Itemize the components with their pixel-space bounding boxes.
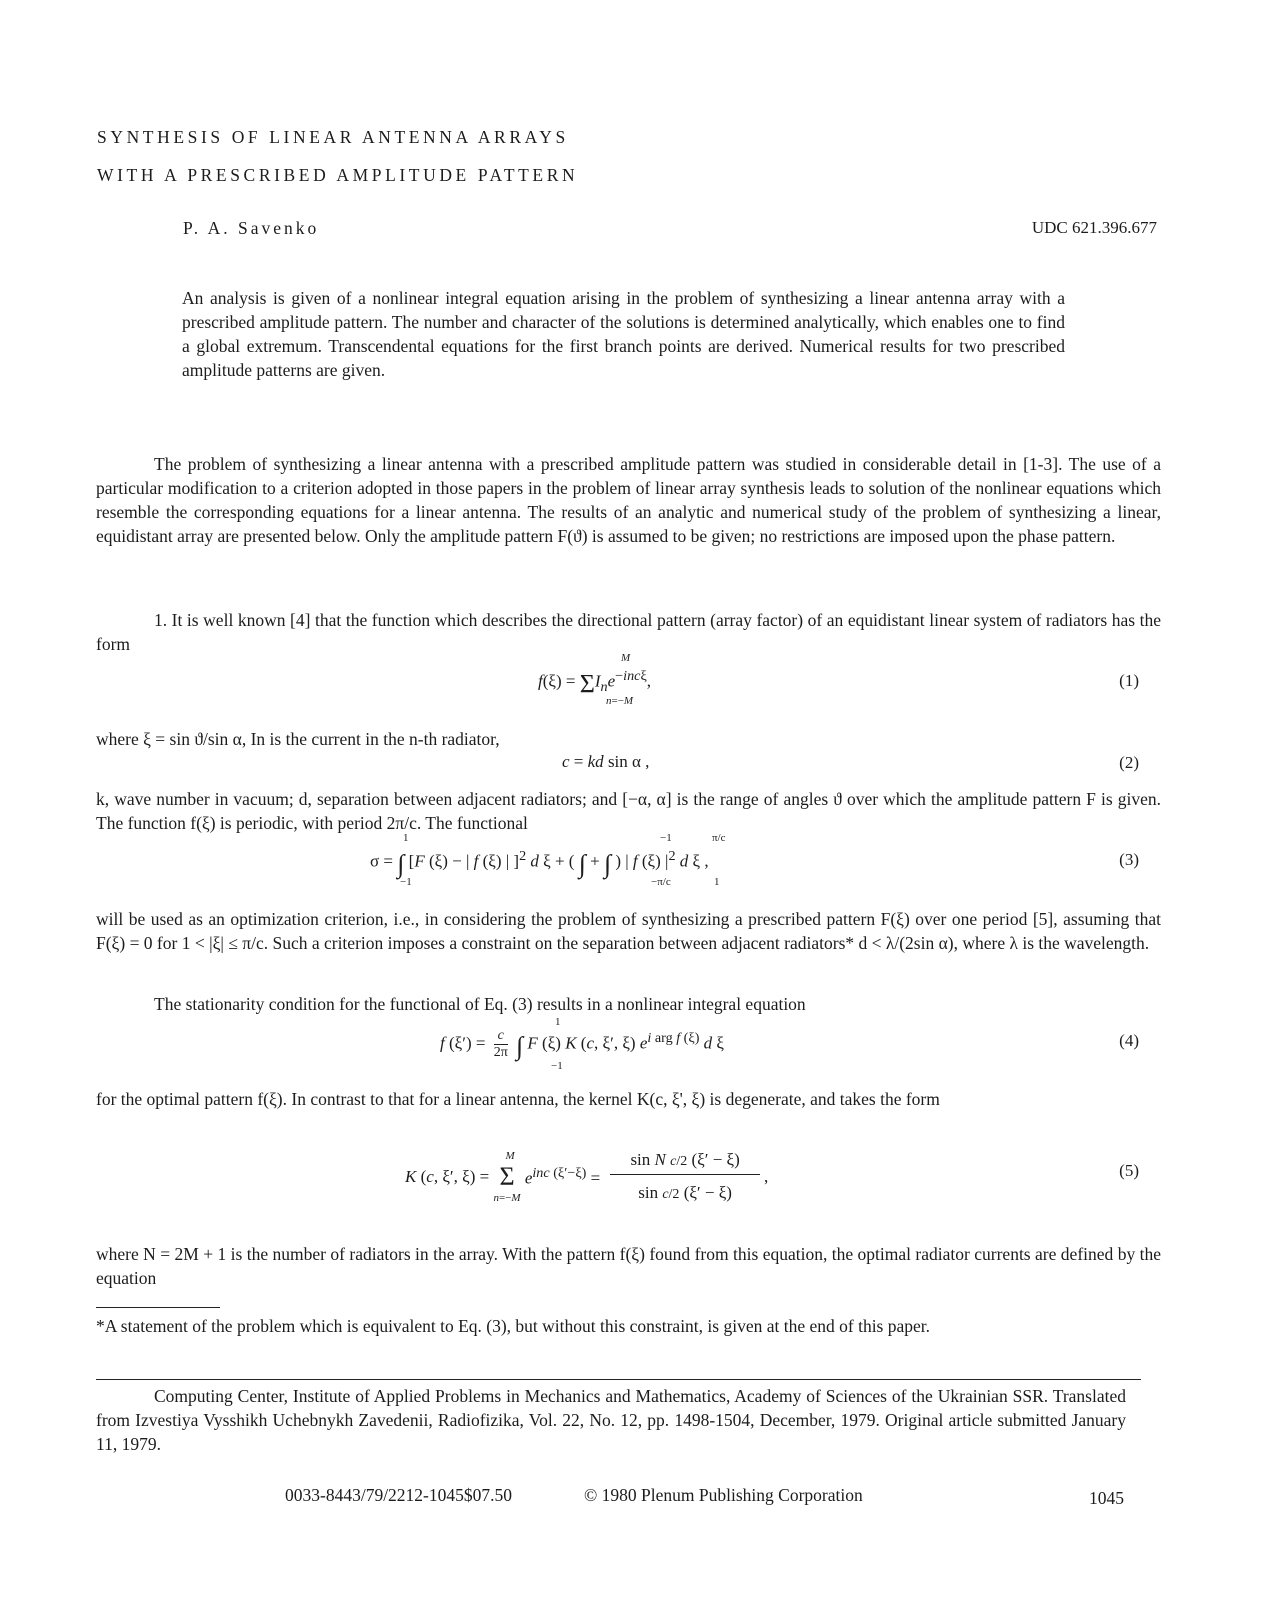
equation-1: $f(\xi) = \Sigma I_ne^{-inc\xi}$, M n=−M xyxy=(538,652,652,707)
equation-3: σ = ∫ [F (ξ) − | f (ξ) | ]$^2$ d ξ + ( ∫ + ∫ ) | f (ξ) $|^2$ d ξ , 1 −1 −1 −π/c π/c 1 xyxy=(370,832,726,888)
paragraph-criterion: will be used as an optimization criterion, i.e., in considering the problem of synthesizing a prescribed pattern F(ξ) over one period [5], assuming that F(ξ) = 0 for 1 < |ξ| ≤ π/c. Such a criterion imposes a constraint on the separation between adjacent radiators* d < λ/(2sin α), where λ is the wavelength. xyxy=(96,909,1161,953)
title-line-2: WITH A PRESCRIBED AMPLITUDE PATTERN xyxy=(97,165,579,185)
equation-number-3: (3) xyxy=(1119,850,1139,869)
equation-number-4: (4) xyxy=(1119,1031,1139,1050)
affiliation-rule xyxy=(96,1379,1141,1380)
author: P. A. Savenko xyxy=(183,218,320,238)
paragraph-kernel: for the optimal pattern f(ξ). In contrast to that for a linear antenna, the kernel K(c, ξ', ξ) is degenerate, and takes the form xyxy=(96,1089,940,1109)
equation-2: c = kd sin α , xyxy=(562,752,650,771)
where-xi-definition: where ξ = sin ϑ/sin α, In is the current in the n-th radiator, xyxy=(96,729,500,749)
equation-4: f (ξ′) = $\frac{c}{2\pi}$ ∫ F (ξ) K (c, ξ′, ξ) $e^{i arg f (\xi)}$ d ξ 1 −1 xyxy=(440,1016,725,1072)
copyright: © 1980 Plenum Publishing Corporation xyxy=(584,1485,863,1505)
page-number: 1045 xyxy=(1089,1488,1124,1508)
paragraph-section-1: 1. It is well known [4] that the function which describes the directional pattern (array factor) of an equidistant linear system of radiators has the form xyxy=(96,610,1161,654)
article-code: 0033-8443/79/2212-1045$07.50 xyxy=(285,1485,513,1505)
paragraph-intro: The problem of synthesizing a linear antenna with a prescribed amplitude pattern was studied in considerable detail in [1-3]. The use of a particular modification to a criterion adopted in those papers in the problem of linear array synthesis leads to solution of the nonlinear equations which resemble the corresponding equations for a linear antenna. The results of an analytic and numerical study of the problem of synthesizing a linear, equidistant array are presented below. Only the amplitude pattern F(ϑ) is assumed to be given; no restrictions are imposed upon the phase pattern. xyxy=(96,454,1161,546)
title-line-1: SYNTHESIS OF LINEAR ANTENNA ARRAYS xyxy=(97,127,569,147)
affiliation-note: Computing Center, Institute of Applied Problems in Mechanics and Mathematics, Academy of Sciences of the Ukrainian SSR. Translated from Izvestiya Vysshikh Uchebnykh Zavedenii, Radiofizika, Vol. 22, No. 12, pp. 1498-1504, December, 1979. Original article submitted January 11, 1979. xyxy=(96,1386,1126,1454)
paragraph-stationarity: The stationarity condition for the functional of Eq. (3) results in a nonlinear integral equation xyxy=(154,994,806,1014)
equation-number-5: (5) xyxy=(1119,1161,1139,1180)
udc-code: UDC 621.396.677 xyxy=(1031,218,1157,237)
footnote: *A statement of the problem which is equivalent to Eq. (3), but without this constraint, is given at the end of this paper. xyxy=(96,1316,931,1336)
equation-5: K (c, ξ′, ξ) = Σ M n=−M $e^{inc (\xi'-\xi)}$ = $\frac{\text{sin N c/2 (ξ′ − ξ)}}{\text{sin c/2 (ξ′ − ξ)}}$ , xyxy=(405,1149,769,1204)
equation-number-1: (1) xyxy=(1119,671,1139,690)
footnote-rule xyxy=(96,1307,220,1308)
paragraph-currents: where N = 2M + 1 is the number of radiators in the array. With the pattern f(ξ) found from this equation, the optimal radiator currents are defined by the equation xyxy=(96,1244,1161,1288)
paragraph-definitions: k, wave number in vacuum; d, separation between adjacent radiators; and [−α, α] is the range of angles ϑ over which the amplitude pattern F is given. The function f(ξ) is periodic, with period 2π/c. The functional xyxy=(96,789,1161,833)
abstract: An analysis is given of a nonlinear integral equation arising in the problem of synthesizing a linear antenna array with a prescribed amplitude pattern. The number and character of the solutions is determined analytically, which enables one to find a global extremum. Transcendental equations for the first branch points are derived. Numerical results for two prescribed amplitude patterns are given. xyxy=(182,288,1065,380)
equation-number-2: (2) xyxy=(1119,753,1139,772)
